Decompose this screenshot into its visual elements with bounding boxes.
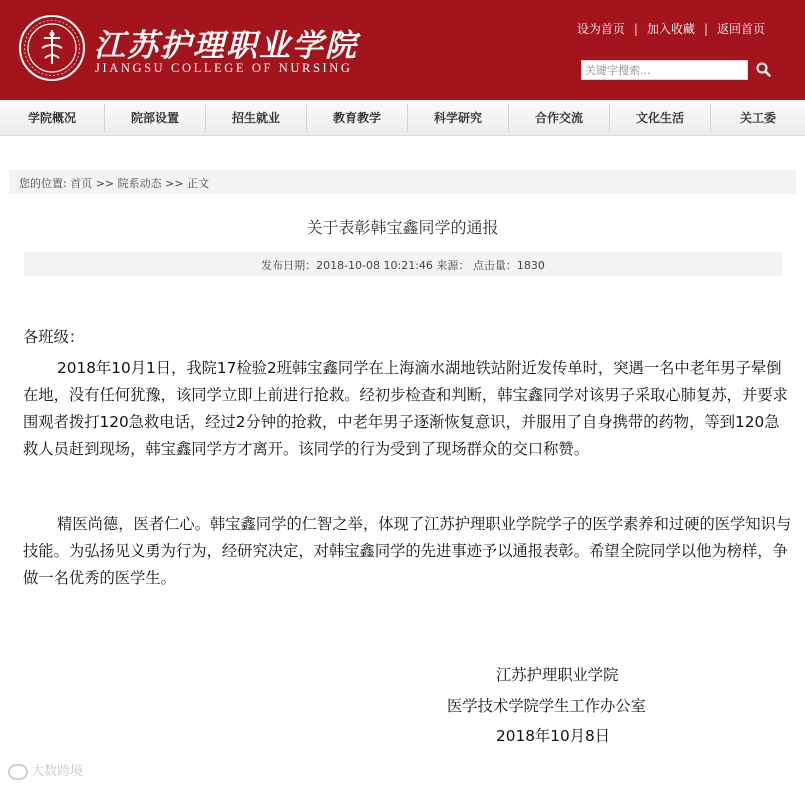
breadcrumb-separator: >>	[95, 177, 115, 190]
breadcrumb-prefix: 您的位置:	[19, 177, 67, 190]
article-meta: 发布日期：2018-10-08 10:21:46 来源： 点击量：1830	[261, 259, 545, 272]
search-icon[interactable]	[754, 60, 774, 80]
breadcrumb-text	[19, 175, 209, 191]
main-nav	[0, 100, 805, 136]
breadcrumb	[9, 170, 796, 194]
nav-item-guangongwei[interactable]: 关工委	[739, 111, 776, 125]
nav-item-departments[interactable]: 院部设置	[130, 111, 179, 125]
article-paragraph-1: 2018年10月1日，我院17检验2班韩宝鑫同学在上海滴水湖地铁站附近发传单时，突遇一名中老年男子晕倒在地，没有任何犹豫，该同学立即上前进行抢救。经初步检查和判断，韩宝鑫同学对该男子采取心肺复苏，并要求围观者拨打120急救电话，经过2分钟的抢救，中老年男子逐渐恢复意识，并服用了自身携带的药物，等到120急救人员赶到现场，韩宝鑫同学方才离开。该同学的行为受到了现场群众的交口称赞。	[23, 359, 788, 458]
top-links	[577, 20, 765, 37]
link-separator: |	[703, 22, 708, 36]
watermark	[8, 760, 83, 780]
return-home-link[interactable]: 返回首页	[716, 22, 765, 36]
add-favorite-link[interactable]: 加入收藏	[646, 22, 695, 36]
nav-item-research[interactable]: 科学研究	[433, 111, 482, 125]
signature-office: 医学技术学院学生工作办公室	[447, 697, 646, 715]
link-separator: |	[633, 22, 638, 36]
college-name-cn: 江苏护理职业学院	[94, 28, 358, 64]
nav-item-admissions[interactable]: 招生就业	[231, 111, 280, 125]
nav-item-about[interactable]: 学院概况	[27, 111, 76, 125]
article-salutation: 各班级：	[23, 328, 85, 346]
watermark-text: 大数跨境	[31, 764, 84, 779]
breadcrumb-separator: >>	[165, 177, 184, 190]
site-header	[0, 0, 805, 100]
signature-date: 2018年10月8日	[496, 727, 611, 745]
college-seal-logo[interactable]	[18, 14, 86, 82]
set-homepage-link[interactable]: 设为首页	[576, 22, 625, 36]
breadcrumb-section-link[interactable]: 院系动态	[117, 177, 162, 190]
signature-org: 江苏护理职业学院	[496, 666, 619, 684]
college-name-en: JIANGSU COLLEGE OF NURSING	[95, 61, 353, 75]
article-meta-bar	[24, 252, 782, 276]
breadcrumb-current: 正文	[187, 177, 210, 190]
search-input[interactable]: 关键字搜索...	[581, 60, 748, 80]
article-title: 关于表彰韩宝鑫同学的通报	[306, 218, 499, 237]
article-paragraph-2: 精医尚德，医者仁心。韩宝鑫同学的仁智之举，体现了江苏护理职业学院学子的医学素养和过硬的医学知识与技能。为弘扬见义勇为行为，经研究决定，对韩宝鑫同学的先进事迹予以通报表彰。希望全院同学以他为榜样，争做一名优秀的医学生。	[23, 515, 792, 587]
nav-item-culture[interactable]: 文化生活	[635, 111, 684, 125]
breadcrumb-home-link[interactable]: 首页	[70, 177, 93, 190]
watermark-logo-icon	[8, 764, 28, 780]
nav-item-cooperation[interactable]: 合作交流	[534, 111, 583, 125]
nav-item-education[interactable]: 教育教学	[332, 111, 381, 125]
